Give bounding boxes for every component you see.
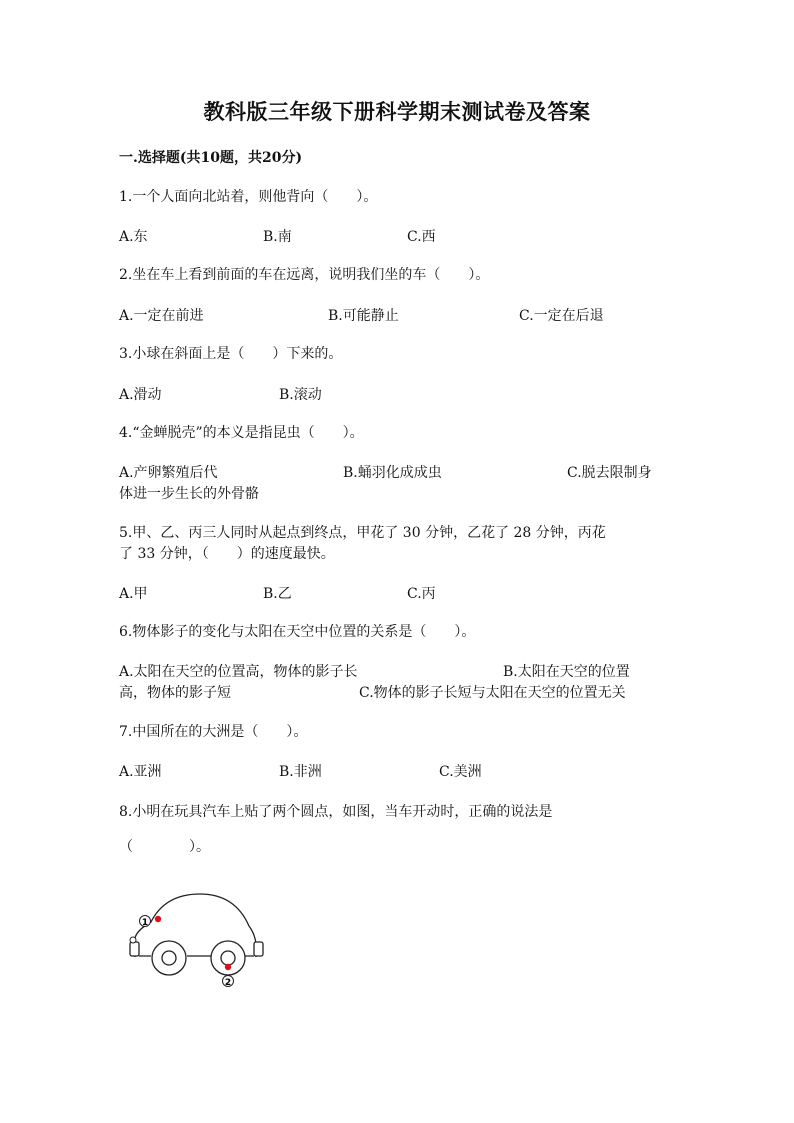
marker-2-label: 2 [224,978,232,988]
question-6-option-c: C.物体的影子长短与太阳在天空的位置无关 [359,685,626,701]
question-8-stem: 8.小明在玩具汽车上贴了两个圆点，如图，当车开动时，正确的说法是 [119,804,553,820]
question-1-option-c: C.西 [407,229,436,245]
question-6-option-a: A.太阳在天空的位置高，物体的影子长 [119,664,358,680]
dot-on-wheel [225,964,231,970]
question-5-stem: 5.甲、乙、丙三人同时从起点到终点，甲花了 30 分钟，乙花了 28 分钟，丙花 [119,525,606,541]
question-2-stem: 2.坐在车上看到前面的车在远离，说明我们坐的车（ ）。 [119,267,490,283]
question-8-stem-continued: （ ）。 [119,839,210,855]
question-6-stem: 6.物体影子的变化与太阳在天空中位置的关系是（ ）。 [119,624,476,640]
question-6-option-b: B.太阳在天空的位置 [503,664,630,680]
toy-car-figure [125,890,270,990]
question-1-option-a: A.东 [119,229,148,245]
question-2-option-a: A.一定在前进 [119,308,204,324]
question-4-option-c: C.脱去限制身 [567,465,652,481]
page-title: 教科版三年级下册科学期末测试卷及答案 [203,99,591,124]
question-6-option-b-continued: 高，物体的影子短 [119,685,231,701]
question-4-stem: 4.“金蝉脱壳”的本义是指昆虫（ ）。 [119,425,364,441]
question-1-option-b: B.南 [263,229,292,245]
section-heading: 一.选择题(共10题，共20分) [119,150,303,166]
marker-1-label: 1 [141,918,149,928]
question-5-option-c: C.丙 [407,586,436,602]
car-rear-wheel [152,941,186,975]
question-3-stem: 3.小球在斜面上是（ ）下来的。 [119,346,343,362]
question-5-stem-continued: 了 33 分钟，（ ）的速度最快。 [119,546,335,562]
question-2-option-b: B.可能静止 [328,308,399,324]
question-3-option-b: B.滚动 [279,387,322,403]
dot-on-car-body [155,916,161,922]
question-2-option-c: C.一定在后退 [519,308,604,324]
question-7-stem: 7.中国所在的大洲是（ ）。 [119,724,308,740]
question-3-option-a: A.滑动 [119,387,162,403]
question-4-option-b: B.蛹羽化成成虫 [343,465,442,481]
question-7-option-b: B.非洲 [279,764,322,780]
question-1-stem: 1.一个人面向北站着，则他背向（ ）。 [119,189,378,205]
question-4-option-a: A.产卵繁殖后代 [119,465,218,481]
question-7-option-a: A.亚洲 [119,764,162,780]
question-7-option-c: C.美洲 [439,764,482,780]
question-4-option-c-continued: 体进一步生长的外骨骼 [119,486,259,502]
question-5-option-b: B.乙 [263,586,292,602]
car-rear-light [130,937,136,943]
car-rear-bumper [130,942,139,956]
question-5-option-a: A.甲 [119,586,148,602]
car-front-bumper [254,942,263,956]
